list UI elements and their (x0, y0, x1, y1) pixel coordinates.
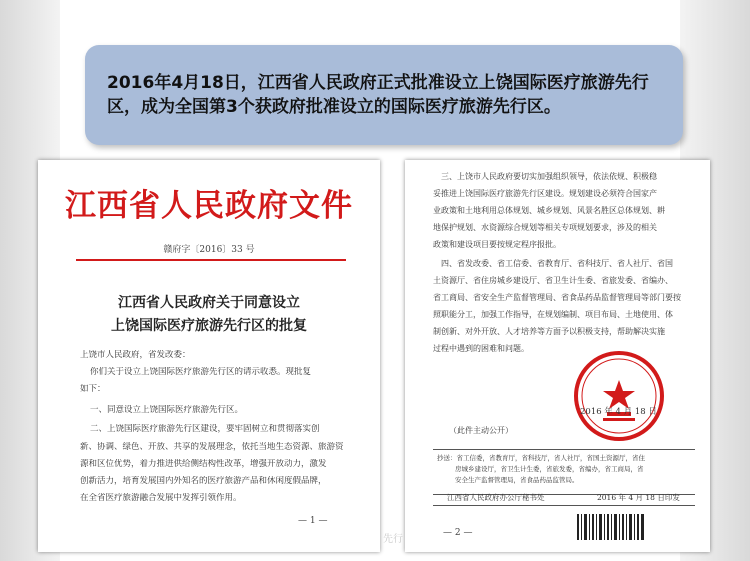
body-line: 地保护规划、水资源综合规划等相关专项规划要求，涉及的相关 (433, 223, 657, 232)
body-line: 三、上饶市人民政府要切实加强组织领导，依法依规、积极稳 (441, 172, 657, 181)
cc-line: 安全生产监督管理局，省食品药品监管局。 (455, 476, 579, 484)
body-line: 源和区位优势，着力推进供给侧结构性改革，增强开放动力，激发 (80, 459, 327, 469)
body-line: 二、上饶国际医疗旅游先行区建设，要牢固树立和贯彻落实创 (90, 424, 320, 434)
banner-text: 2016年4月18日，江西省人民政府正式批准设立上饶国际医疗旅游先行区，成为全国第3个获政府批准设立的国际医疗旅游先行区。 (107, 73, 649, 117)
barcode-icon (575, 512, 647, 542)
seal-date: 2016 年 4 月 18 日 (580, 407, 657, 417)
cc-line: 抄送：省工信委，省教育厅，省科技厅，省人社厅，省国土资源厅，省住 (437, 454, 645, 462)
body-line: 新、协调、绿色、开放、共享的发展理念，依托当地生态资源、旅游资 (80, 442, 344, 452)
body-line: 妥推进上饶国际医疗旅游先行区建设。规划建设必须符合国家产 (433, 189, 657, 198)
body-line: 业政策和土地利用总体规划、城乡规划、风景名胜区总体规划、耕 (433, 206, 665, 215)
headline-banner (85, 45, 683, 145)
document-title-line-1: 江西省人民政府关于同意设立 (118, 295, 300, 311)
issue-date: 2016 年 4 月 18 日印发 (597, 493, 680, 502)
government-seal-icon (573, 350, 665, 442)
issuing-office: 江西省人民政府办公厅秘书处 (447, 493, 545, 502)
body-line: 创新活力，培育发展国内外知名的医疗旅游产品和休闲度假品牌， (80, 476, 327, 486)
government-header: 江西省人民政府文件 (65, 188, 353, 224)
body-line: 一、同意设立上饶国际医疗旅游先行区。 (90, 405, 244, 415)
body-line: 你们关于设立上饶国际医疗旅游先行区的请示收悉。现批复 (90, 367, 312, 377)
body-line: 如下： (80, 384, 106, 394)
body-line: 上饶市人民政府，省发改委： (80, 350, 191, 360)
red-divider (76, 259, 346, 261)
public-disclosure-note: （此件主动公开） (449, 426, 513, 435)
watermark-text: 先行 (383, 534, 403, 545)
body-line: 制创新、对外开放、人才培养等方面予以积极支持，帮助解决实施 (433, 327, 665, 336)
body-line: 过程中遇到的困难和问题。 (433, 344, 529, 353)
body-line: 省工商局、省安全生产监督管理局、省食品药品监督管理局等部门要按 (433, 293, 681, 302)
document-page-2 (405, 160, 710, 552)
body-line: 在全省医疗旅游融合发展中发挥引领作用。 (80, 493, 242, 503)
cc-line: 房城乡建设厅，省卫生计生委，省旅发委，省编办，省工商局，省 (455, 465, 644, 473)
body-line: 照职能分工，加强工作指导，在规划编制、项目布局、土地使用、体 (433, 310, 673, 319)
page-number: — 1 — (298, 516, 328, 526)
document-number: 赣府字〔2016〕33 号 (163, 245, 255, 255)
copy-to-block (433, 449, 695, 495)
document-page-1 (38, 160, 380, 552)
body-line: 政策和建设项目要按规定程序报批。 (433, 240, 561, 249)
body-line: 四、省发改委、省工信委、省教育厅、省科技厅、省人社厅、省国 (441, 259, 673, 268)
document-title-line-2: 上饶国际医疗旅游先行区的批复 (111, 318, 307, 334)
body-line: 土资源厅、省住房城乡建设厅、省卫生计生委、省旅发委、省编办、 (433, 276, 673, 285)
page-number: — 2 — (443, 528, 473, 538)
divider (433, 505, 695, 506)
